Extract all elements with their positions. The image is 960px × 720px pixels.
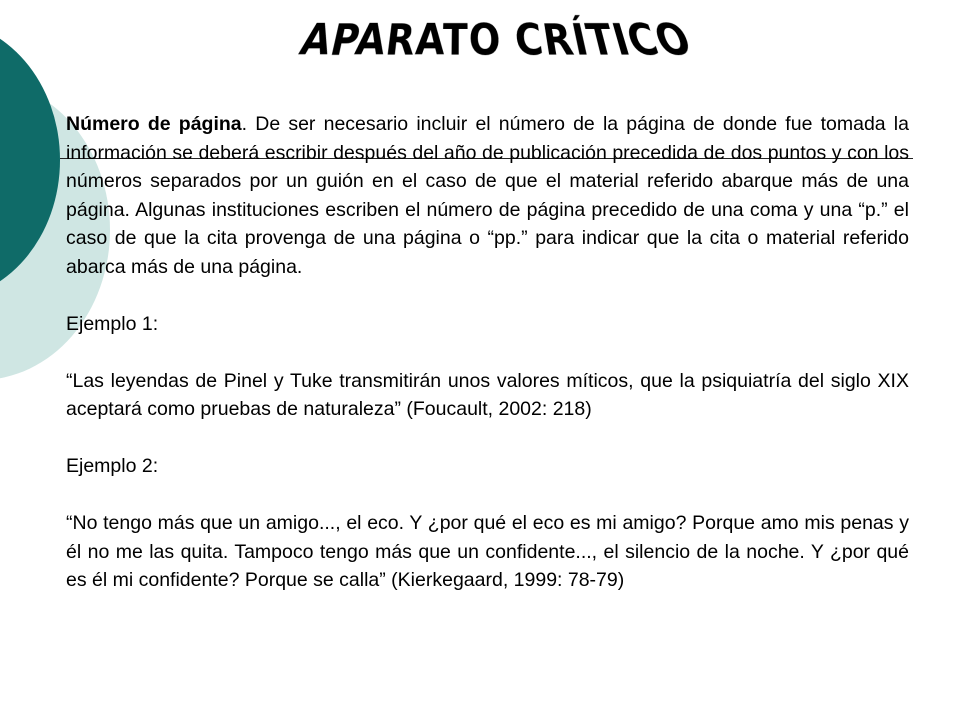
intro-text: . De ser necesario incluir el número de la página de donde fue tomada la información se deberá escribir después del año de publicación precedida de dos puntos y con los números separados por un guión en el caso de que el material referido abarque más de una página. Algunas instituciones escriben el número de página precedido de una coma y una “p.” el caso de que la cita provenga de una página o “pp.” para indicar que la cita o material referido abarca más de una página. <box>66 113 909 278</box>
example-2-quote: “No tengo más que un amigo..., el eco. Y ¿por qué el eco es mi amigo? Porque amo mis penas y él no me las quita. Tampoco tengo más que un confidente..., el silencio de la noche. Y ¿por qué es él mi confidente? Porque se calla” (Kierkegaard, 1999: 78-79) <box>66 512 909 591</box>
intro-paragraph <box>66 110 909 281</box>
example-1-label: Ejemplo 1: <box>66 312 159 335</box>
spacer <box>66 424 909 453</box>
example-2-label: Ejemplo 2: <box>66 455 159 477</box>
slide-body <box>66 110 909 595</box>
spacer <box>66 481 909 510</box>
spacer <box>66 338 909 367</box>
intro-term: Número de página <box>66 113 242 135</box>
spacer <box>66 281 909 310</box>
example-1-quote: “Las leyendas de Pinel y Tuke transmitirán unos valores míticos, que la psiquiatría del siglo XIX aceptará como pruebas de naturaleza” (Foucault, 2002: 218) <box>66 369 909 420</box>
slide-title: APARATO CRÍTICO <box>294 16 701 67</box>
